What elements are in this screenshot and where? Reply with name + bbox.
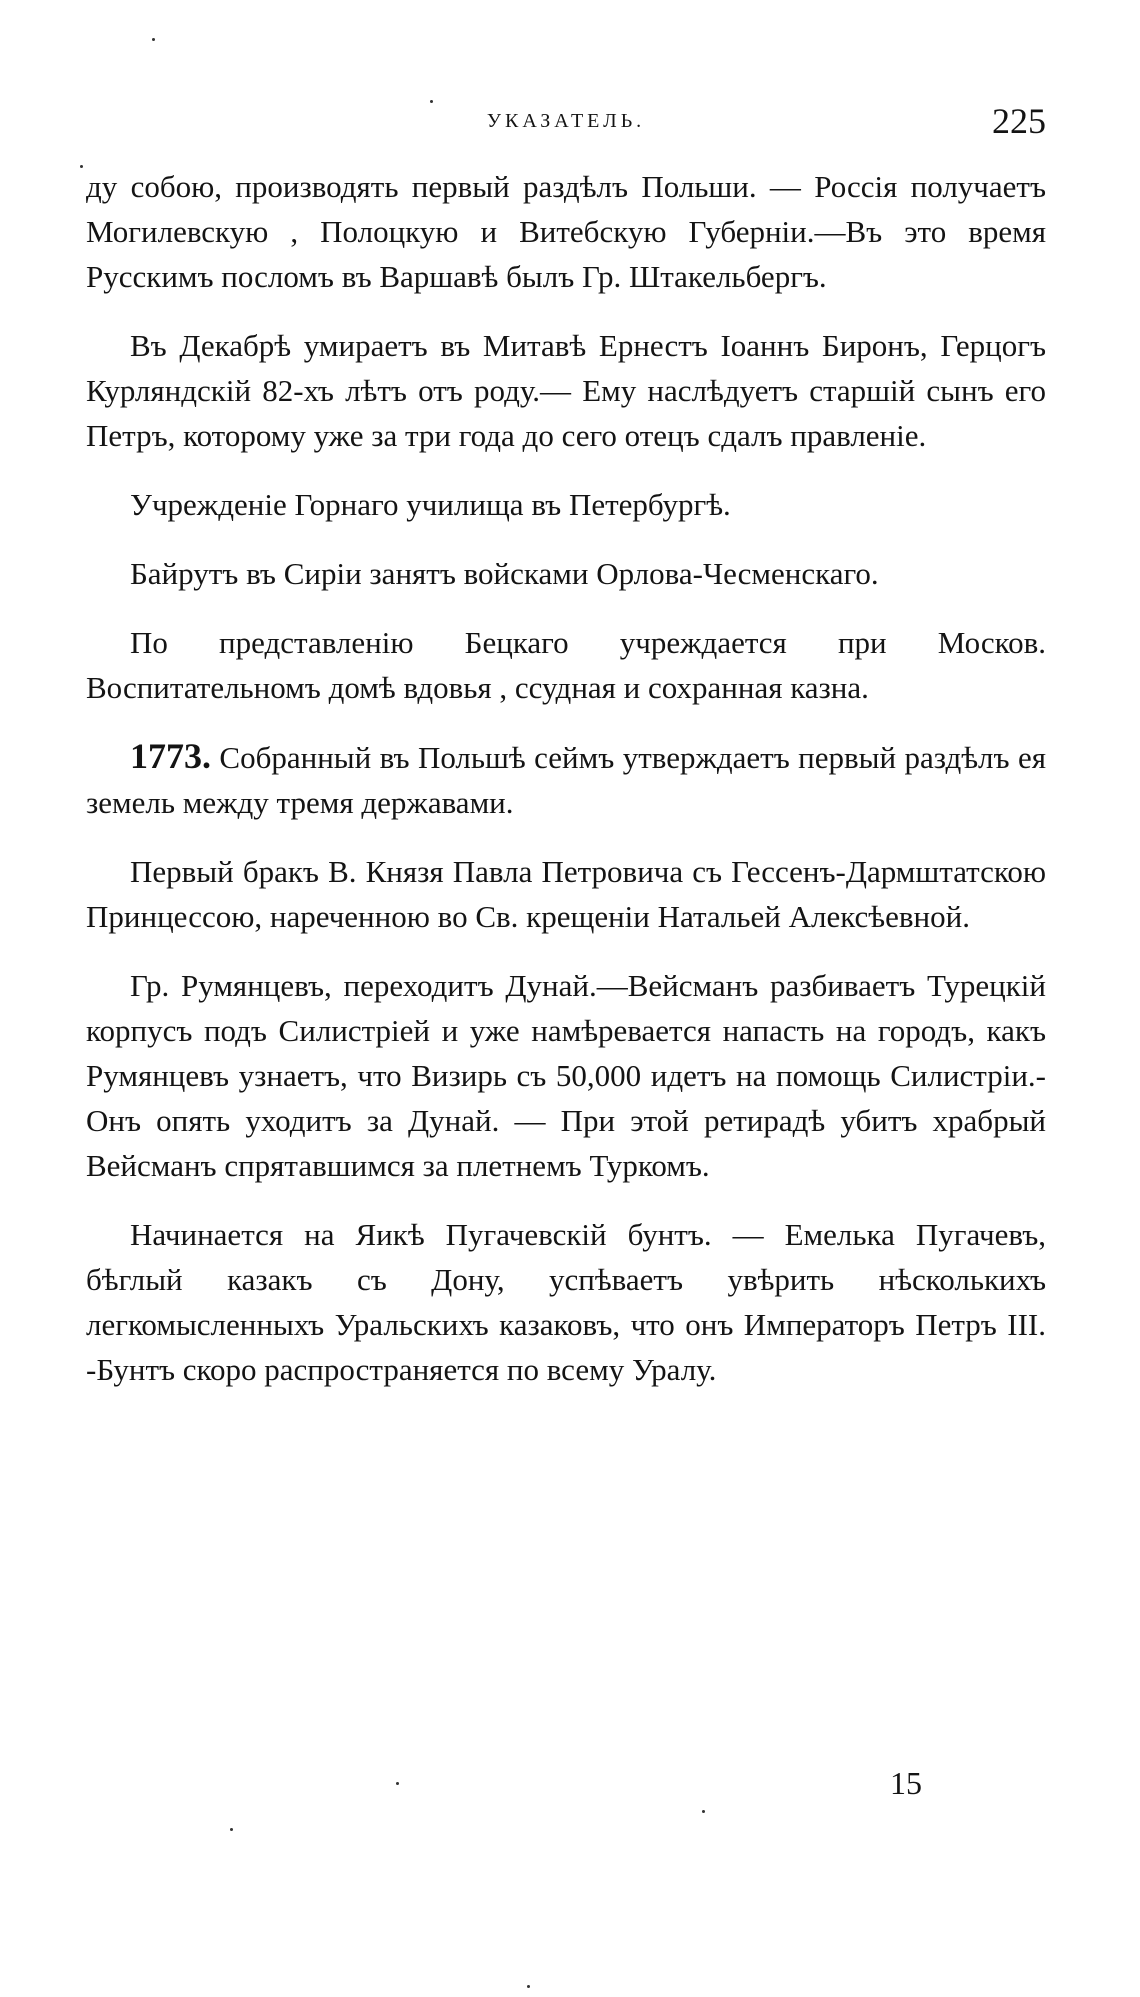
- paragraph-text: Начинается на Яикѣ Пугачевскій бунтъ. — Емелька Пугачевъ, бѣглый казакъ съ Дону, успѣваетъ увѣрить нѣсколькихъ легкомысленныхъ Уральскихъ казаковъ, что онъ Императоръ Петръ III. -Бунтъ скоро распространяется по всему Уралу.: [86, 1217, 1046, 1387]
- paragraph-text: Въ Декабрѣ умираетъ въ Митавѣ Ернестъ Іоаннъ Биронъ, Герцогъ Курляндскій 82-хъ лѣтъ отъ роду.— Ему наслѣдуетъ старшій сынъ его Петръ, которому уже за три года до сего отецъ сдалъ правленіе.: [86, 328, 1046, 453]
- paragraph-text: Собранный въ Польшѣ сеймъ утверждаетъ первый раздѣлъ ея земель между тремя державами.: [86, 740, 1046, 820]
- paragraph-text: Первый бракъ В. Князя Павла Петровича съ Гессенъ-Дармштатскою Принцессою, нареченною во Св. крещеніи Натальей Алексѣевной.: [86, 854, 1046, 934]
- paragraph-9: [86, 1212, 1046, 1392]
- page-number: 225: [992, 101, 1046, 141]
- paper-speck: [80, 165, 83, 168]
- paragraph-1: [86, 164, 1046, 299]
- paper-speck: [152, 38, 155, 41]
- paper-speck: [230, 1828, 233, 1831]
- paragraph-text: ду собою, производять первый раздѣлъ Польши. — Россія получаетъ Могилевскую , Полоцкую и Витебскую Губерніи.—Въ это время Русскимъ посломъ въ Варшавѣ былъ Гр. Штакельбергъ.: [86, 169, 1046, 294]
- paper-speck: [396, 1782, 399, 1785]
- paragraph-4: [86, 551, 1046, 596]
- running-title: УКАЗАТЕЛЬ.: [486, 110, 646, 132]
- paragraph-2: [86, 323, 1046, 458]
- paragraph-text: Учрежденіе Горнаго училища въ Петербургѣ.: [130, 487, 731, 522]
- paper-speck: [430, 100, 433, 103]
- signature-mark: 15: [890, 1765, 922, 1801]
- paragraph-3: [86, 482, 1046, 527]
- paragraph-text: Гр. Румянцевъ, переходитъ Дунай.—Вейсманъ разбиваетъ Турецкій корпусъ подъ Силистріей и уже намѣревается напасть на городъ, какъ Румянцевъ узнаетъ, что Визирь съ 50,000 идетъ на помощь Силистріи.-Онъ опять уходитъ за Дунай. — При этой ретирадѣ убитъ храбрый Вейсманъ спрятавшимся за плетнемъ Туркомъ.: [86, 968, 1046, 1183]
- paragraph-7: [86, 849, 1046, 939]
- paragraph-text: Байрутъ въ Сиріи занятъ войсками Орлова-Чесменскаго.: [130, 556, 879, 591]
- running-head: [86, 100, 1046, 144]
- year-label: 1773.: [130, 736, 211, 776]
- body-text: [86, 164, 1046, 1416]
- paragraph-6: [86, 734, 1046, 825]
- paragraph-5: [86, 620, 1046, 710]
- paper-speck: [702, 1810, 705, 1813]
- paper-speck: [527, 1985, 530, 1988]
- paragraph-text: По представленію Бецкаго учреждается при Москов. Воспитательномъ домѣ вдовья , ссудная и сохранная казна.: [86, 625, 1046, 705]
- paragraph-8: [86, 963, 1046, 1188]
